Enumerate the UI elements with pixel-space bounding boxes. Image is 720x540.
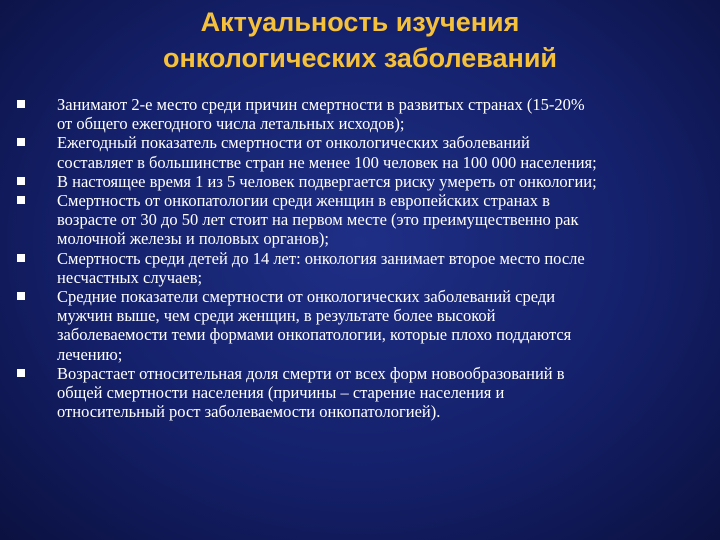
bullet-line: заболеваемости теми формами онкопатологии, которые плохо поддаются	[57, 325, 572, 345]
bullet-line: В настоящее время 1 из 5 человек подвергается риску умереть от онкологии;	[57, 171, 597, 191]
bullet-item	[0, 133, 720, 171]
bullet-item	[0, 364, 720, 422]
bullet-line: лечению;	[57, 344, 123, 364]
title-line: Актуальность изучения	[200, 7, 520, 37]
bullet-line: Занимают 2-е место среди причин смертности в развитых странах (15-20%	[57, 95, 585, 114]
bullet-list	[0, 95, 720, 421]
bullet-line: Ежегодный показатель смертности от онкологических заболеваний	[57, 133, 530, 153]
bullet-line: Средние показатели смертности от онкологических заболеваний среди	[57, 287, 556, 307]
square-bullet-icon	[17, 196, 25, 204]
bullet-line: Смертность от онкопатологии среди женщин в европейских странах в	[57, 191, 550, 211]
bullet-line: Возрастает относительная доля смерти от всех форм новообразований в	[57, 363, 565, 383]
square-bullet-icon	[17, 292, 25, 300]
bullet-item	[0, 95, 720, 133]
bullet-item	[0, 191, 720, 249]
bullet-line: Смертность среди детей до 14 лет: онкология занимает второе место после	[57, 248, 585, 268]
bullet-item	[0, 172, 720, 191]
square-bullet-icon	[17, 138, 25, 146]
square-bullet-icon	[17, 369, 25, 377]
bullet-line: несчастных случаев;	[57, 267, 203, 287]
bullet-line: составляет в большинстве стран не менее 100 человек на 100 000 населения;	[57, 152, 597, 172]
bullet-line: относительный рост заболеваемости онкопатологией).	[57, 402, 441, 422]
square-bullet-icon	[17, 100, 25, 108]
title-line: онкологических заболеваний	[162, 43, 558, 73]
slide-title	[0, 4, 720, 76]
bullet-item	[0, 287, 720, 364]
bullet-line: от общего ежегодного числа летальных исходов);	[57, 114, 405, 134]
square-bullet-icon	[17, 254, 25, 262]
bullet-line: мужчин выше, чем среди женщин, в результате более высокой	[57, 306, 496, 326]
bullet-line: общей смертности населения (причины – старение населения и	[57, 383, 505, 403]
bullet-line: молочной железы и половых органов);	[57, 229, 329, 249]
bullet-item	[0, 249, 720, 287]
square-bullet-icon	[17, 177, 25, 185]
bullet-line: возрасте от 30 до 50 лет стоит на первом месте (это преимущественно рак	[57, 210, 579, 230]
